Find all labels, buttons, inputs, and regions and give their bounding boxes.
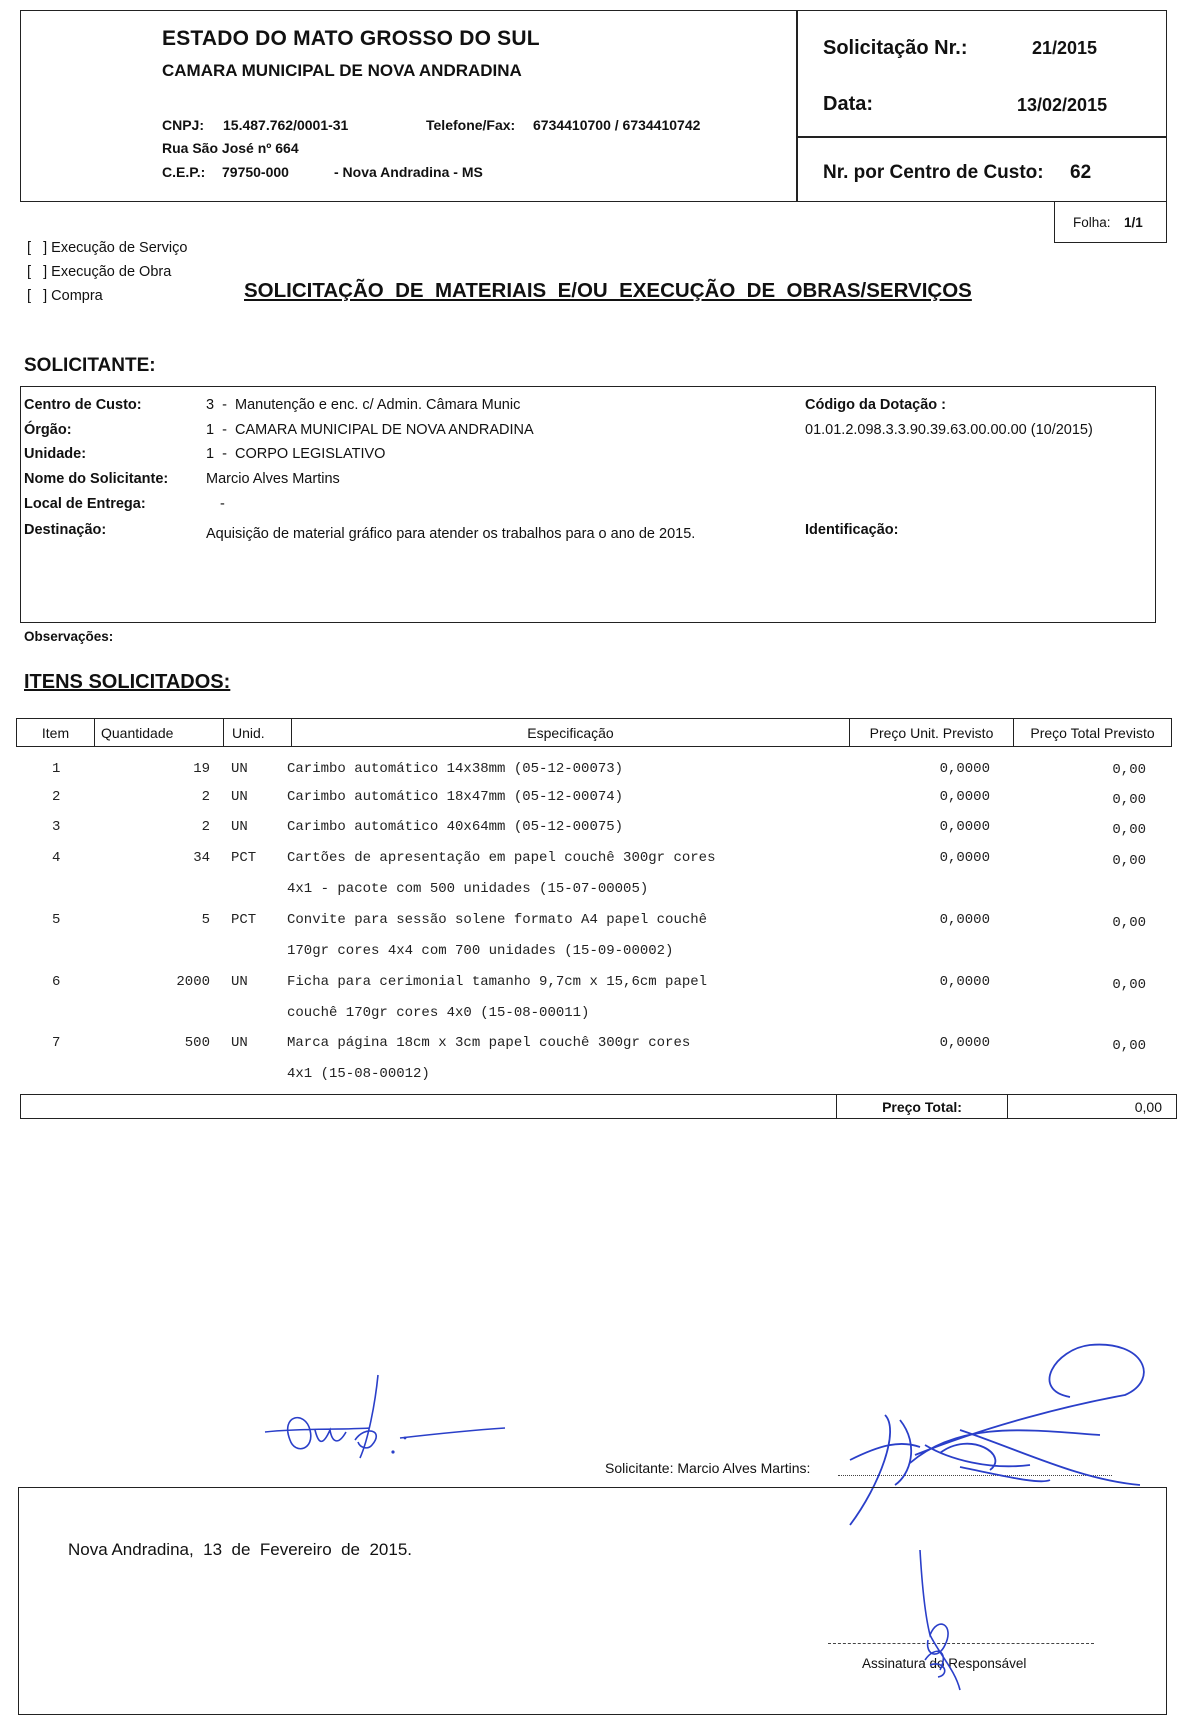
cep-value: 79750-000: [222, 164, 289, 180]
row-item: 1: [52, 761, 61, 777]
col-total-price: Preço Total Previsto: [1014, 719, 1172, 747]
option-works[interactable]: [ ] Execução de Obra: [27, 264, 172, 280]
cost-center-nr: 62: [1070, 162, 1092, 183]
col-unit-price: Preço Unit. Previsto: [850, 719, 1014, 747]
row-unit-price: 0,0000: [939, 819, 990, 835]
budget-code-label: Código da Dotação :: [805, 397, 946, 413]
request-number: 21/2015: [1032, 38, 1098, 58]
cost-center-value: 3 - Manutenção e enc. c/ Admin. Câmara Munic: [206, 397, 521, 413]
row-spec-cont: 170gr cores 4x4 com 700 unidades (15-09-00002): [287, 943, 674, 959]
cost-center-label: Centro de Custo:: [24, 397, 142, 413]
row-total: 0,00: [1112, 822, 1146, 838]
row-unit-price: 0,0000: [939, 974, 990, 990]
budget-code-value: 01.01.2.098.3.3.90.39.63.00.00.00 (10/2015): [805, 422, 1093, 438]
organ-value: 1 - CAMARA MUNICIPAL DE NOVA ANDRADINA: [206, 422, 534, 438]
address: Rua São José nº 664: [162, 140, 299, 156]
row-item: 2: [52, 789, 61, 805]
phone-value: 6734410700 / 6734410742: [533, 117, 701, 133]
row-unit-price: 0,0000: [939, 912, 990, 928]
row-unit: UN: [231, 761, 248, 777]
city: - Nova Andradina - MS: [334, 164, 483, 180]
destination-label: Destinação:: [24, 522, 107, 538]
row-qty: 34: [193, 850, 210, 866]
row-qty: 2: [201, 819, 210, 835]
row-total: 0,00: [1112, 762, 1146, 778]
cep-label: C.E.P.:: [162, 164, 206, 180]
row-qty: 5: [201, 912, 210, 928]
header-divider-vertical: [796, 10, 798, 202]
row-unit-price: 0,0000: [939, 850, 990, 866]
requester-signature-left: [260, 1370, 510, 1480]
responsible-signature: [900, 1545, 980, 1695]
observations-label: Observações:: [24, 629, 114, 644]
row-unit-price: 0,0000: [939, 789, 990, 805]
row-spec: Convite para sessão solene formato A4 papel couchê: [287, 912, 708, 928]
items-table-header: [16, 718, 1172, 747]
header-divider-horizontal: [796, 136, 1167, 138]
cost-center-nr-label: Nr. por Centro de Custo:: [823, 162, 1044, 183]
row-unit: UN: [231, 974, 248, 990]
row-total: 0,00: [1112, 792, 1146, 808]
col-unit: Unid.: [224, 719, 292, 747]
row-item: 6: [52, 974, 61, 990]
cnpj-label: CNPJ:: [162, 117, 205, 133]
row-qty: 500: [184, 1035, 210, 1051]
footer-box: [18, 1487, 1167, 1715]
requester-name-label: Nome do Solicitante:: [24, 471, 169, 487]
col-quantity: Quantidade: [95, 719, 224, 747]
chamber-name: CAMARA MUNICIPAL DE NOVA ANDRADINA: [162, 61, 522, 80]
row-unit-price: 0,0000: [939, 1035, 990, 1051]
row-total: 0,00: [1112, 915, 1146, 931]
phone-label: Telefone/Fax:: [426, 117, 516, 133]
identification-label: Identificação:: [805, 522, 899, 538]
destination-value: Aquisição de material gráfico para atender os trabalhos para o ano de 2015.: [206, 526, 696, 542]
row-spec-cont: 4x1 - pacote com 500 unidades (15-07-00005): [287, 881, 649, 897]
row-unit-price: 0,0000: [939, 761, 990, 777]
responsible-sign-label: Assinatura do Responsável: [862, 1656, 1027, 1671]
date-value: 13/02/2015: [1017, 95, 1108, 115]
row-qty: 19: [193, 761, 210, 777]
row-unit: PCT: [231, 850, 257, 866]
delivery-label: Local de Entrega:: [24, 496, 146, 512]
row-qty: 2000: [176, 974, 210, 990]
row-spec: Cartões de apresentação em papel couchê 300gr cores: [287, 850, 716, 866]
requester-sign-label: Solicitante: Marcio Alves Martins:: [605, 1460, 811, 1476]
row-spec: Carimbo automático 14x38mm (05-12-00073): [287, 761, 624, 777]
row-unit: UN: [231, 1035, 248, 1051]
col-spec: Especificação: [292, 719, 850, 747]
col-item: Item: [17, 719, 95, 747]
organ-label: Órgão:: [24, 422, 72, 438]
form-title: SOLICITAÇÃO DE MATERIAIS E/OU EXECUÇÃO DE OBRAS/SERVIÇOS: [244, 279, 972, 302]
requester-name-value: Marcio Alves Martins: [206, 471, 340, 487]
row-unit: PCT: [231, 912, 257, 928]
items-section-title: ITENS SOLICITADOS:: [24, 671, 231, 693]
requester-section-title: SOLICITANTE:: [24, 355, 156, 376]
unit-label: Unidade:: [24, 446, 87, 462]
date-label: Data:: [823, 93, 874, 115]
row-total: 0,00: [1112, 977, 1146, 993]
state-name: ESTADO DO MATO GROSSO DO SUL: [162, 27, 540, 50]
request-number-label: Solicitação Nr.:: [823, 37, 968, 59]
total-value: 0,00: [1134, 1099, 1162, 1115]
row-spec: Ficha para cerimonial tamanho 9,7cm x 15,6cm papel: [287, 974, 708, 990]
row-unit: UN: [231, 789, 248, 805]
option-service[interactable]: [ ] Execução de Serviço: [27, 240, 188, 256]
cnpj-value: 15.487.762/0001-31: [223, 117, 349, 133]
option-purchase[interactable]: [ ] Compra: [27, 288, 103, 304]
page-label: Folha:: [1073, 215, 1111, 230]
row-spec: Carimbo automático 18x47mm (05-12-00074): [287, 789, 624, 805]
row-item: 5: [52, 912, 61, 928]
row-spec: Carimbo automático 40x64mm (05-12-00075): [287, 819, 624, 835]
page-value: 1/1: [1124, 215, 1143, 230]
row-total: 0,00: [1112, 853, 1146, 869]
delivery-value: -: [220, 496, 225, 512]
total-label: Preço Total:: [882, 1099, 962, 1115]
place-date: Nova Andradina, 13 de Fevereiro de 2015.: [68, 1540, 413, 1559]
row-item: 3: [52, 819, 61, 835]
row-qty: 2: [201, 789, 210, 805]
row-item: 4: [52, 850, 61, 866]
row-spec-cont: couchê 170gr cores 4x0 (15-08-00011): [287, 1005, 590, 1021]
row-spec: Marca página 18cm x 3cm papel couchê 300gr cores: [287, 1035, 691, 1051]
unit-value: 1 - CORPO LEGISLATIVO: [206, 446, 386, 462]
row-total: 0,00: [1112, 1038, 1146, 1054]
row-item: 7: [52, 1035, 61, 1051]
row-spec-cont: 4x1 (15-08-00012): [287, 1066, 430, 1082]
row-unit: UN: [231, 819, 248, 835]
